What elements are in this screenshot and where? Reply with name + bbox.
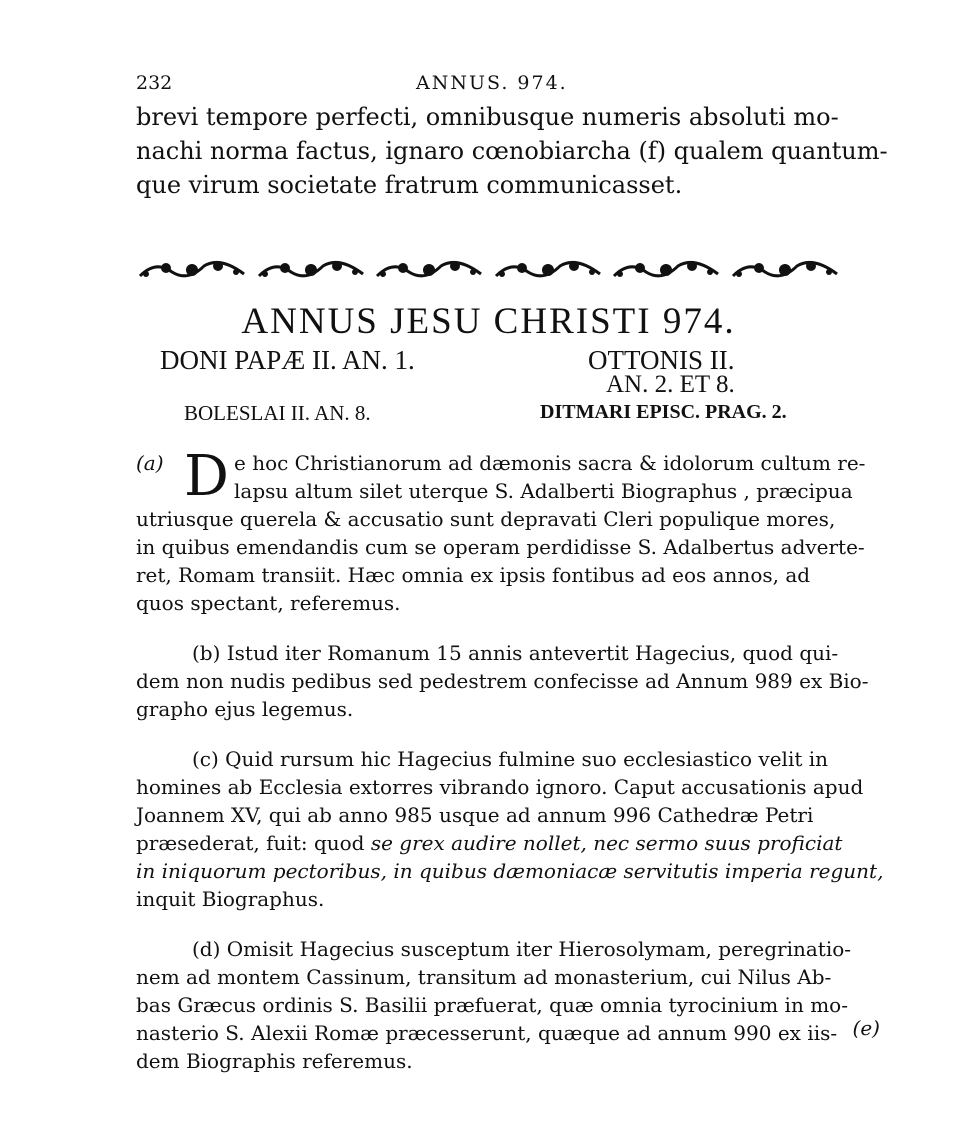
text-line: grapho ejus legemus. <box>136 697 354 721</box>
text-line: Joannem XV, qui ab anno 985 usque ad annum 996 Cathedræ Petri <box>136 803 814 827</box>
footnote-a <box>136 444 866 617</box>
text-line: in quibus emendandis cum se operam perdidisse S. Adalbertus adverte- <box>136 535 865 559</box>
bishop-year: DITMARI EPISC. PRAG. 2. <box>540 401 787 423</box>
pope-year: DONI PAPÆ II. AN. 1. <box>160 345 415 375</box>
page-number: 232 <box>136 72 173 94</box>
text-line: homines ab Ecclesia extorres vibrando ignoro. Caput accusationis apud <box>136 775 864 799</box>
year-heading: ANNUS JESU CHRISTI 974. <box>241 301 736 342</box>
text-line: (d) Omisit Hagecius susceptum iter Hierosolymam, peregrinatio- <box>192 937 852 961</box>
text-line: (c) Quid rursum hic Hagecius fulmine suo ecclesiastico velit in <box>192 747 829 771</box>
catchword: (e) <box>852 1016 880 1040</box>
text-line: brevi tempore perfecti, omnibusque numeris absoluti mo- <box>136 103 839 131</box>
running-head <box>136 70 841 100</box>
emperor-name: OTTONIS II. <box>588 345 735 375</box>
text-line: præsederat, fuit: quod se grex audire nollet, nec sermo suus proficiat <box>136 831 843 855</box>
footnote-c <box>136 745 884 913</box>
text-line: nasterio S. Alexii Romæ præcesserunt, quæque ad annum 990 ex iis- <box>136 1021 838 1045</box>
quotation: in iniquorum pectoribus, in quibus dæmoniacæ servitutis imperia regunt, <box>136 859 884 883</box>
text-line: utriusque querela & accusatio sunt depravati Cleri populique mores, <box>136 507 836 531</box>
main-text <box>136 100 888 202</box>
emperor-years: AN. 2. ET 8. <box>606 371 735 398</box>
regnal-years <box>136 345 841 435</box>
text-line: ret, Romam transiit. Hæc omnia ex ipsis fontibus ad eos annos, ad <box>136 563 811 587</box>
floral-ornament <box>729 256 841 282</box>
running-title: ANNUS. 974. <box>416 72 568 94</box>
floral-ornament <box>373 256 485 282</box>
drop-cap: D <box>184 444 229 509</box>
text-line: (a) e hoc Christianorum ad dæmonis sacra & idolorum cultum re- <box>136 451 866 475</box>
text-line: inquit Biographus. <box>136 887 325 911</box>
text-line <box>136 857 884 885</box>
text-line: que virum societate fratrum communicasset. <box>136 171 683 199</box>
floral-ornament <box>610 256 722 282</box>
text-line: bas Græcus ordinis S. Basilii præfuerat, quæ omnia tyrocinium in mo- <box>136 993 848 1017</box>
text-line: nem ad montem Cassinum, transitum ad monasterium, cui Nilus Ab- <box>136 965 832 989</box>
footnote-d <box>136 935 852 1075</box>
text-line: (b) Istud iter Romanum 15 annis antevertit Hagecius, quod qui- <box>192 641 839 665</box>
ornament-band <box>136 254 841 284</box>
quotation: se grex audire nollet, nec sermo suus proficiat <box>370 831 843 855</box>
duke-year: BOLESLAI II. AN. 8. <box>184 401 371 425</box>
note-marker: (a) <box>136 451 164 475</box>
book-page <box>136 70 888 1075</box>
footnote-b <box>136 639 869 723</box>
floral-ornament <box>136 256 248 282</box>
floral-ornament <box>492 256 604 282</box>
text-line: nachi norma factus, ignaro cœnobiarcha (f) qualem quantum- <box>136 137 888 165</box>
floral-ornament <box>255 256 367 282</box>
text-line: dem Biographis referemus. <box>136 1049 413 1073</box>
text-line: dem non nudis pedibus sed pedestrem confecisse ad Annum 989 ex Bio- <box>136 669 869 693</box>
text-line: quos spectant, referemus. <box>136 591 401 615</box>
text-line: lapsu altum silet uterque S. Adalberti Biographus , præcipua <box>234 479 853 503</box>
